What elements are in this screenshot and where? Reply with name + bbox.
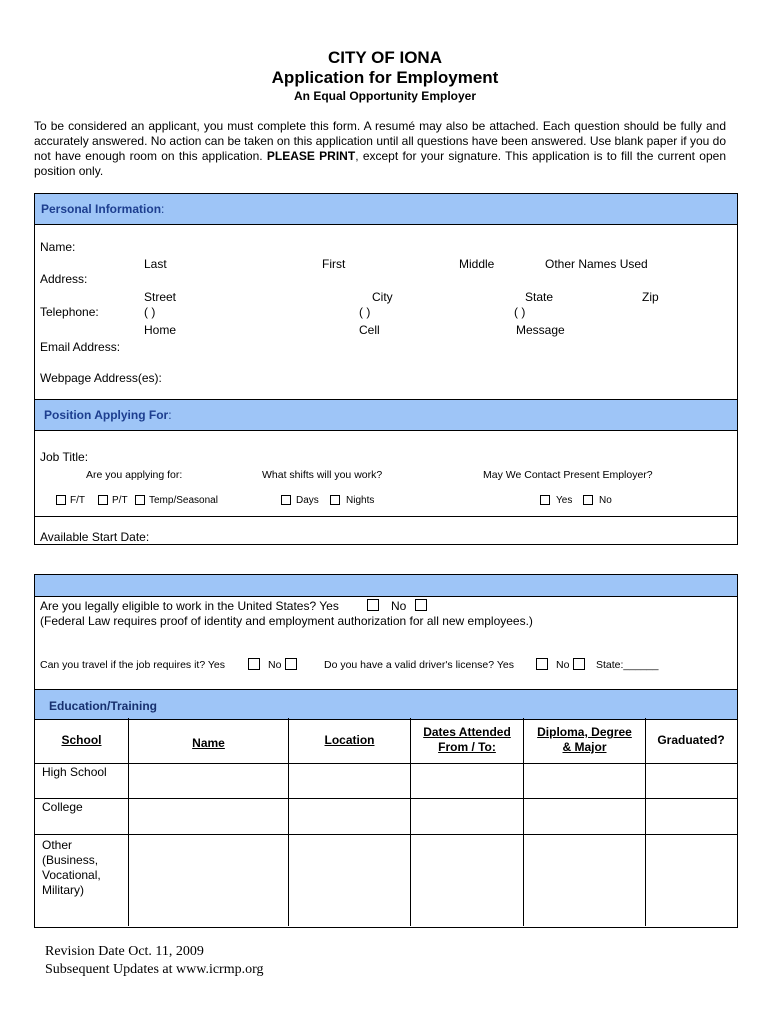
license-no-label: No [556,659,570,671]
cell-phone-caption: Cell [359,323,380,337]
travel-no-checkbox[interactable] [285,658,297,670]
days-label: Days [296,495,319,506]
contact-no-checkbox[interactable] [583,495,593,505]
address-label: Address: [40,272,88,286]
org-name: CITY OF IONA [328,48,442,67]
legal-no-label: No [391,599,407,613]
license-yes-checkbox[interactable] [536,658,548,670]
form-subtitle: An Equal Opportunity Employer [293,89,476,103]
license-no-checkbox[interactable] [573,658,585,670]
row-divider [34,834,737,835]
applying-for-question: Are you applying for: [86,469,183,481]
name-middle-caption: Middle [459,257,495,271]
shifts-question: What shifts will you work? [262,469,383,481]
legal-eligibility-question: Are you legally eligible to work in the United States? Yes [40,599,339,613]
pt-checkbox[interactable] [98,495,108,505]
telephone-label: Telephone: [40,305,99,319]
updates-url: Subsequent Updates at www.icrmp.org [45,962,264,977]
city-caption: City [372,290,393,304]
license-state-field: State:______ [596,659,659,671]
contact-yes-checkbox[interactable] [540,495,550,505]
travel-question: Can you travel if the job requires it? Yes [40,659,226,671]
legal-yes-checkbox[interactable] [367,599,379,611]
row-label-high-school: High School [42,765,107,779]
col-divider [645,718,646,926]
col-header-school: School [61,733,102,747]
personal-info-heading: Personal Information: [41,202,165,216]
row-divider [34,763,737,764]
home-phone-parens: ( ) [144,305,156,319]
start-date-label: Available Start Date: [40,530,150,544]
intro-paragraph: To be considered an applicant, you must complete this form. A resumé may also be attached. Each question should be fully and accurately answered. No action can be taken on this application until all questions have been answered. Use blank paper if you do not have enough room on this application. PLEASE PRINT, except for your signature. This application is to fill the current open position only. [34,119,726,178]
federal-law-note: (Federal Law requires proof of identity and employment authorization for all new employees.) [40,614,533,628]
travel-yes-checkbox[interactable] [248,658,260,670]
contact-employer-question: May We Contact Present Employer? [483,469,653,481]
divider [34,516,737,517]
legal-no-checkbox[interactable] [415,599,427,611]
eligibility-header [34,574,738,598]
street-caption: Street [144,290,177,304]
name-last-caption: Last [144,257,167,271]
home-phone-caption: Home [144,323,177,337]
contact-yes-label: Yes [556,495,573,506]
message-phone-parens: ( ) [514,305,526,319]
revision-date: Revision Date Oct. 11, 2009 [45,944,204,959]
travel-no-label: No [268,659,282,671]
col-header-dates-attended: Dates Attended From / To: [423,725,511,754]
col-header-diploma-degree: Diploma, Degree & Major [537,725,632,754]
education-heading: Education/Training [49,699,158,713]
row-divider [34,798,737,799]
state-caption: State [525,290,554,304]
form-title: Application for Employment [271,68,499,87]
contact-no-label: No [599,495,612,506]
col-header-graduated: Graduated? [657,733,725,747]
temp-seasonal-label: Temp/Seasonal [149,495,218,506]
please-print-emphasis: PLEASE PRINT [266,149,356,163]
cell-phone-parens: ( ) [359,305,371,319]
name-label: Name: [40,240,76,254]
webpage-label: Webpage Address(es): [40,371,162,385]
ft-checkbox[interactable] [56,495,66,505]
ft-label: F/T [70,495,85,506]
position-heading: Position Applying For: [44,408,172,422]
job-title-label: Job Title: [40,450,89,464]
zip-caption: Zip [642,290,659,304]
row-label-other: Other (Business, Vocational, Military) [42,838,101,897]
col-header-location: Location [324,733,375,747]
pt-label: P/T [112,495,128,506]
col-divider [288,718,289,926]
nights-label: Nights [346,495,375,506]
days-checkbox[interactable] [281,495,291,505]
name-first-caption: First [322,257,346,271]
col-header-name: Name [192,736,225,750]
message-phone-caption: Message [516,323,565,337]
email-label: Email Address: [40,340,121,354]
nights-checkbox[interactable] [330,495,340,505]
license-question: Do you have a valid driver's license? Yes [324,659,514,671]
temp-seasonal-checkbox[interactable] [135,495,145,505]
other-names-caption: Other Names Used [545,257,648,271]
row-label-college: College [42,800,83,814]
